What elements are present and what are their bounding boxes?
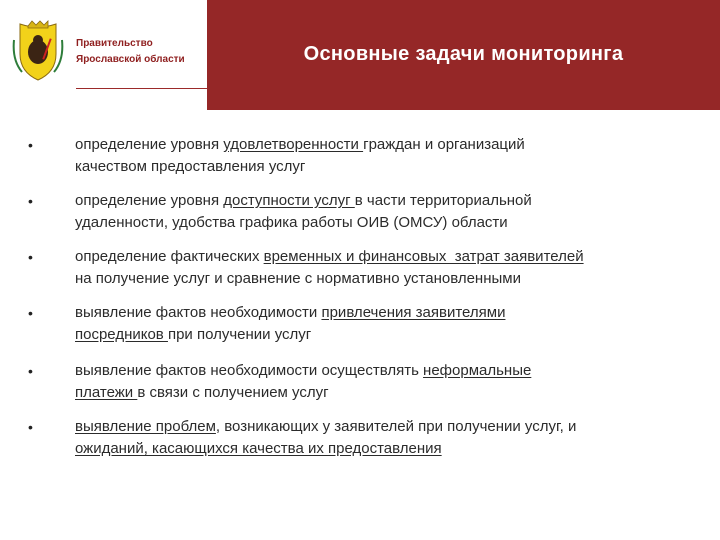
- list-item-text: [75, 360, 695, 404]
- org-divider: [76, 88, 208, 89]
- org-name-line1: Правительство: [76, 38, 153, 49]
- text-run: определение уровня: [75, 136, 224, 153]
- bullet: •: [28, 137, 33, 153]
- coat-of-arms-icon: [12, 20, 64, 82]
- text-run: удаленности, удобства графика работы ОИВ (ОМСУ) области: [75, 214, 508, 231]
- bullet: •: [28, 249, 33, 265]
- list-item-text: [75, 416, 695, 460]
- org-name: [76, 36, 206, 68]
- page-title: Основные задачи мониторинга: [303, 42, 624, 65]
- underlined-text: доступности услуг: [223, 192, 355, 209]
- bullet: •: [28, 363, 33, 379]
- text-run: качеством предоставления услуг: [75, 158, 306, 175]
- list-item-text: [75, 302, 695, 346]
- text-run: при получении услуг: [167, 326, 312, 343]
- underlined-text: временных и финансовых затрат заявителей: [263, 248, 584, 265]
- text-run: выявление фактов необходимости: [75, 304, 322, 321]
- bullet: •: [28, 193, 33, 209]
- text-run: определение уровня: [75, 192, 224, 209]
- text-run: в части территориальной: [354, 192, 532, 209]
- org-name-line2: Ярославской области: [76, 54, 185, 65]
- underlined-text: ожиданий, касающихся качества их предоставления: [75, 440, 442, 457]
- text-run: в связи с получением услуг: [137, 384, 329, 401]
- text-run: граждан и организаций: [363, 136, 525, 153]
- underlined-text: выявление проблем: [75, 418, 216, 435]
- bullet: •: [28, 305, 33, 321]
- title-bar: [207, 0, 720, 110]
- underlined-text: неформальные: [423, 362, 532, 379]
- underlined-text: удовлетворенности: [223, 136, 364, 153]
- text-run: выявление фактов необходимости осуществлять: [75, 362, 424, 379]
- text-run: на получение услуг и сравнение с нормативно установленными: [75, 270, 521, 287]
- list-item-text: [75, 134, 695, 178]
- logo-block: [12, 18, 202, 80]
- underlined-text: посредников: [75, 326, 168, 343]
- text-run: , возникающих у заявителей при получении услуг, и: [215, 418, 577, 435]
- underlined-text: платежи: [75, 384, 138, 401]
- list-item-text: [75, 190, 695, 234]
- text-run: определение фактических: [75, 248, 264, 265]
- underlined-text: привлечения заявителями: [321, 304, 506, 321]
- list-item-text: [75, 246, 695, 290]
- bullet: •: [28, 419, 33, 435]
